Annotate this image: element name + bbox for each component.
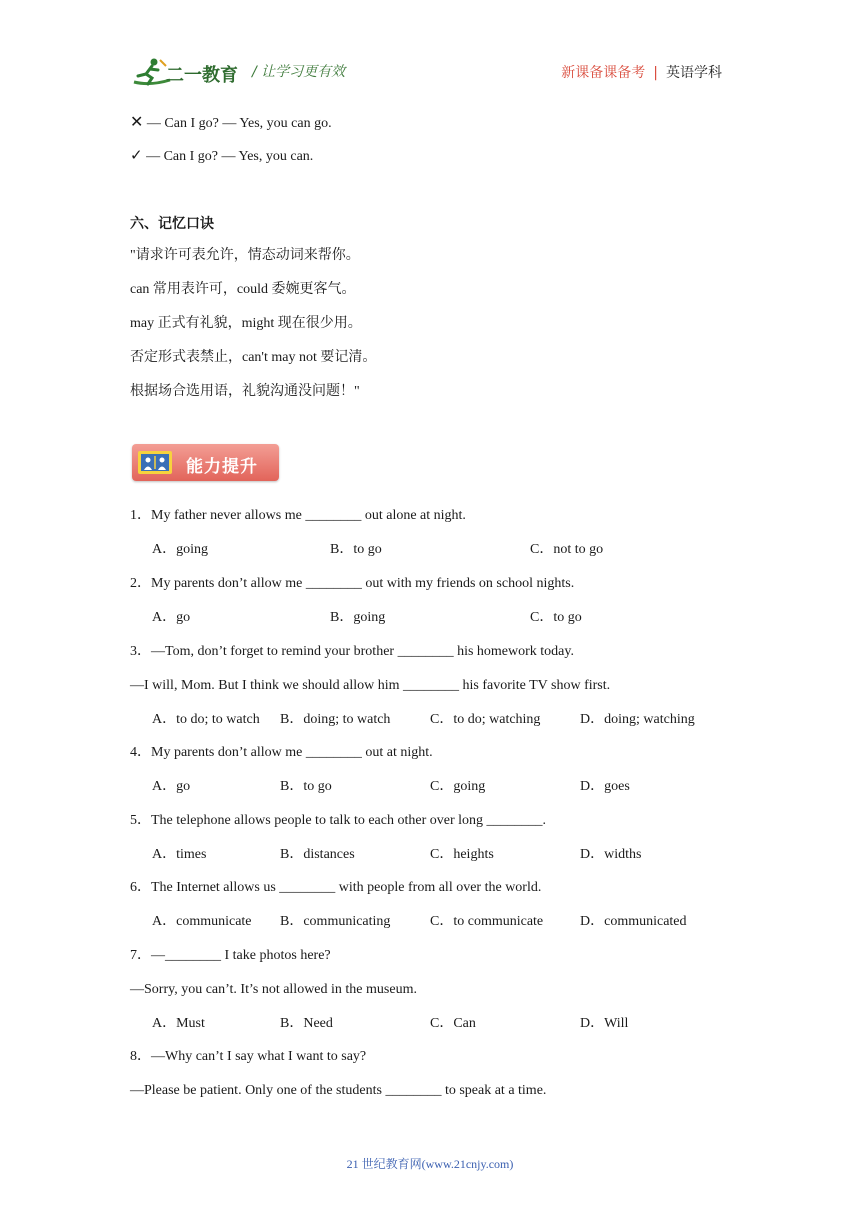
option-b: B．distances <box>280 847 355 862</box>
option-b: B．to go <box>280 779 332 794</box>
option-c: C．Can <box>430 1016 476 1031</box>
memory-line: may 正式有礼貌，might 现在很少用。 <box>130 316 362 331</box>
example-wrong <box>130 113 332 133</box>
option-a: A．to do; to watch <box>152 712 260 727</box>
memory-line: "请求许可表允许，情态动词来帮你。 <box>130 248 360 263</box>
memory-line: 否定形式表禁止，can't may not 要记清。 <box>130 350 377 365</box>
brand-logo <box>130 56 240 88</box>
option-b: B．to go <box>330 542 382 557</box>
example-right <box>130 146 313 166</box>
option-d: D．communicated <box>580 914 687 929</box>
memory-line: can 常用表许可，could 委婉更客气。 <box>130 282 356 297</box>
question-stem: 4．My parents don’t allow me ________ out at night. <box>130 745 433 760</box>
option-b: B．doing; to watch <box>280 712 391 727</box>
option-a: A．going <box>152 542 208 557</box>
section-badge-label: 能力提升 <box>186 457 258 477</box>
check-icon: ✓ <box>130 146 143 164</box>
example-right-text: — Can I go? — Yes, you can. <box>146 149 314 164</box>
cross-icon: ✕ <box>130 112 144 131</box>
question-stem: 7．—________ I take photos here? <box>130 948 331 963</box>
option-b: B．communicating <box>280 914 391 929</box>
option-c: C．not to go <box>530 542 604 557</box>
question-stem: 1．My father never allows me ________ out alone at night. <box>130 508 466 523</box>
header-right <box>561 62 722 82</box>
option-b: B．going <box>330 610 386 625</box>
option-a: A．go <box>152 610 191 625</box>
header-slogan: / 让学习更有效 <box>252 64 346 80</box>
ability-icon <box>138 451 172 474</box>
header-label-prep: 新课备课备考 <box>561 65 646 81</box>
option-a: A．communicate <box>152 914 252 929</box>
header-separator: | <box>653 65 658 81</box>
header-label-subject: 英语学科 <box>666 65 722 81</box>
option-c: C．heights <box>430 847 494 862</box>
question-stem: 3．—Tom, don’t forget to remind your brother ________ his homework today. <box>130 644 574 659</box>
question-stem: 8．—Why can’t I say what I want to say? <box>130 1049 367 1064</box>
logo-text: 二一教育 <box>166 65 238 86</box>
question-stem: —Sorry, you can’t. It’s not allowed in the museum. <box>130 982 417 997</box>
question-stem: —I will, Mom. But I think we should allow him ________ his favorite TV show first. <box>130 678 611 693</box>
option-c: C．to communicate <box>430 914 544 929</box>
option-c: C．going <box>430 779 486 794</box>
memory-title: 六、记忆口诀 <box>130 216 214 232</box>
memory-line: 根据场合选用语，礼貌沟通没问题！" <box>130 384 360 399</box>
section-badge <box>132 444 279 481</box>
question-stem: —Please be patient. Only one of the students ________ to speak at a time. <box>130 1083 547 1098</box>
question-stem: 5．The telephone allows people to talk to each other over long ________. <box>130 813 547 828</box>
option-d: D．widths <box>580 847 642 862</box>
option-b: B．Need <box>280 1016 333 1031</box>
footer-link[interactable]: 21 世纪教育网(www.21cnjy.com) <box>346 1157 514 1171</box>
option-c: C．to do; watching <box>430 712 541 727</box>
option-a: A．times <box>152 847 207 862</box>
option-d: D．goes <box>580 779 630 794</box>
question-stem: 2．My parents don’t allow me ________ out with my friends on school nights. <box>130 576 575 591</box>
option-d: D．Will <box>580 1016 629 1031</box>
question-stem: 6．The Internet allows us ________ with people from all over the world. <box>130 880 542 895</box>
option-a: A．go <box>152 779 191 794</box>
example-wrong-text: — Can I go? — Yes, you can go. <box>146 116 332 131</box>
option-c: C．to go <box>530 610 582 625</box>
option-a: A．Must <box>152 1016 205 1031</box>
option-d: D．doing; watching <box>580 712 695 727</box>
